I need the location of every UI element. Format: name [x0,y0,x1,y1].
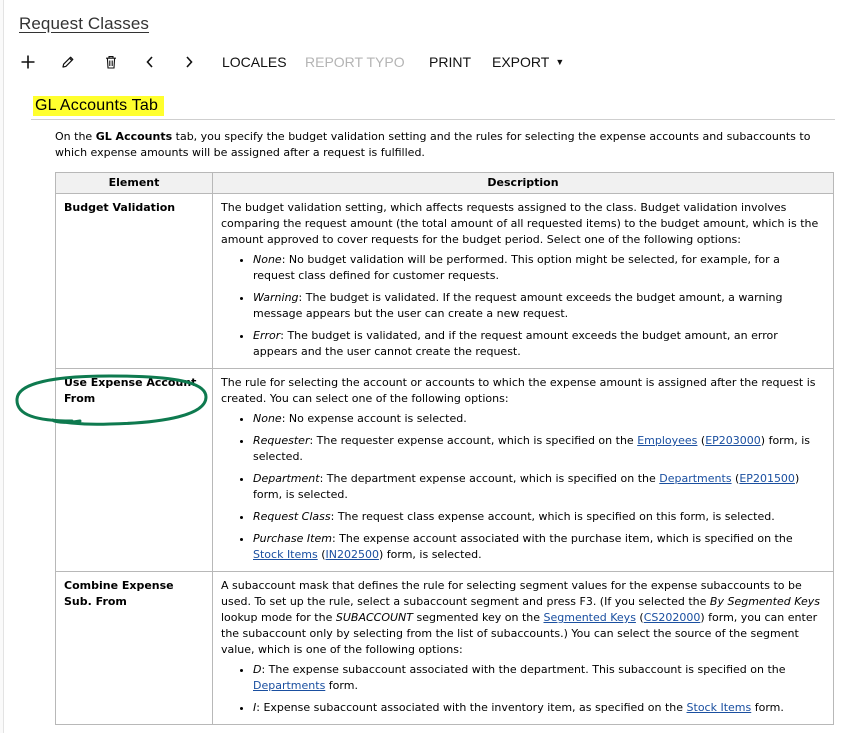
option-text: : The expense subaccount associated with the department. This subaccount is specified on the [261,663,786,676]
trash-icon [103,54,119,70]
ep201500-link[interactable]: EP201500 [739,472,795,485]
list-item [253,411,825,427]
options-list [221,411,825,563]
in202500-link[interactable]: IN202500 [325,548,379,561]
list-item [253,290,825,322]
help-table [55,172,834,725]
locales-button[interactable]: LOCALES [222,54,287,70]
option-text: form. [751,701,784,714]
option-term: Request Class [253,510,331,523]
element-cell: Use Expense Account From [56,369,213,572]
list-item [253,531,825,563]
option-term: Requester [253,434,310,447]
description-fragment: By Segmented Keys [709,595,821,608]
option-text: ) form, is selected. [378,548,482,561]
description-fragment: ) form, you can enter the subaccount only by selecting from the list of subaccounts.) You can select the source of the segment value, which is one of the following options: [221,611,818,656]
add-button[interactable] [20,50,36,74]
option-text: : No budget validation will be performed. This option might be selected, for example, for a request class defined for customer requests. [253,253,780,282]
option-text: ) form, is selected. [253,472,800,501]
option-text: ( [697,434,706,447]
delete-button[interactable] [103,50,119,74]
cs202000-link[interactable]: CS202000 [643,611,701,624]
stock-items-link[interactable]: Stock Items [253,548,318,561]
next-button[interactable] [182,50,196,74]
list-item [253,471,825,503]
element-cell: Budget Validation [56,194,213,369]
export-button[interactable] [492,50,564,74]
option-term: Department [253,472,320,485]
description-cell [213,369,834,572]
ep203000-link[interactable]: EP203000 [705,434,761,447]
employees-link[interactable]: Employees [637,434,698,447]
option-text: : Expense subaccount associated with the inventory item, as specified on the [256,701,687,714]
departments-link[interactable]: Departments [253,679,326,692]
option-text: : The expense account associated with the purchase item, which is specified on the [331,532,793,545]
edit-button[interactable] [60,50,76,74]
table-row [56,194,834,369]
option-term: Purchase Item [253,532,332,545]
option-text: : The department expense account, which is specified on the [319,472,660,485]
stock-items-link[interactable]: Stock Items [686,701,752,714]
previous-button[interactable] [143,50,157,74]
description-cell [213,572,834,725]
option-text: : The budget is validated, and if the request amount exceeds the budget amount, an error appears and the user cannot create the request. [253,329,778,358]
description-fragment: A subaccount mask that defines the rule for selecting segment values for the expense subaccounts to be used. To set up the rule, select a subaccount segment and press F3. (If you selected the [221,579,802,608]
chevron-left-icon [143,54,157,70]
list-item [253,509,825,525]
description-fragment: ( [635,611,644,624]
intro-text-1: On the [55,130,96,143]
option-text: ) form, is selected. [253,434,810,463]
table-header-row [56,173,834,194]
intro-text-2: tab, you specify the budget validation setting and the rules for selecting the expense accounts and subaccounts to which expense amounts will be assigned after a request is fulfilled. [55,130,811,159]
description-cell [213,194,834,369]
segmented-keys-link[interactable]: Segmented Keys [543,611,636,624]
description-text [221,578,825,658]
description-text: The rule for selecting the account or accounts to which the expense amount is assigned after the request is created. You can select one of the following options: [221,376,816,405]
list-item [253,662,825,694]
option-text: ( [731,472,740,485]
table-row [56,369,834,572]
list-item [253,700,825,716]
list-item [253,328,825,360]
options-list [221,252,825,360]
description-fragment: SUBACCOUNT [335,611,413,624]
intro-paragraph [55,129,833,161]
description-text: The budget validation setting, which affects requests assigned to the class. Budget validation involves comparing the request amount (the total amount of all requested items) to the budget amount, which is the amount approved to cover requests for the budget period. Select one of the following options: [221,201,819,246]
option-term: I [253,701,257,714]
option-text: : The budget is validated. If the request amount exceeds the budget amount, a warning message appears but the user can create a new request. [253,291,783,320]
pencil-icon [60,54,76,70]
report-typo-button[interactable]: REPORT TYPO [305,54,405,70]
option-text: form. [325,679,358,692]
column-header-description: Description [213,173,834,194]
section-heading: GL Accounts Tab [33,96,164,116]
option-text: : The request class expense account, which is specified on this form, is selected. [330,510,775,523]
description-fragment: lookup mode for the [221,611,336,624]
description-fragment: segmented key on the [413,611,544,624]
toolbar [0,50,849,76]
caret-down-icon: ▼ [555,57,565,67]
option-text: : The requester expense account, which is specified on the [309,434,638,447]
option-term: Error [253,329,281,342]
option-term: None [253,253,282,266]
option-term: D [253,663,262,676]
element-cell: Combine Expense Sub. From [56,572,213,725]
options-list [221,662,825,716]
option-term: None [253,412,282,425]
option-term: Warning [253,291,299,304]
chevron-right-icon [182,54,196,70]
print-button[interactable]: PRINT [429,54,471,70]
table-row [56,572,834,725]
departments-link[interactable]: Departments [659,472,732,485]
list-item [253,433,825,465]
export-label: EXPORT [492,54,550,70]
window-edge [0,0,4,733]
option-text: ( [317,548,326,561]
column-header-element: Element [56,173,213,194]
plus-icon [20,54,36,70]
list-item [253,252,825,284]
intro-tab-name: GL Accounts [95,130,173,143]
heading-divider [31,119,835,120]
page-title[interactable]: Request Classes [19,14,150,33]
option-text: : No expense account is selected. [281,412,467,425]
